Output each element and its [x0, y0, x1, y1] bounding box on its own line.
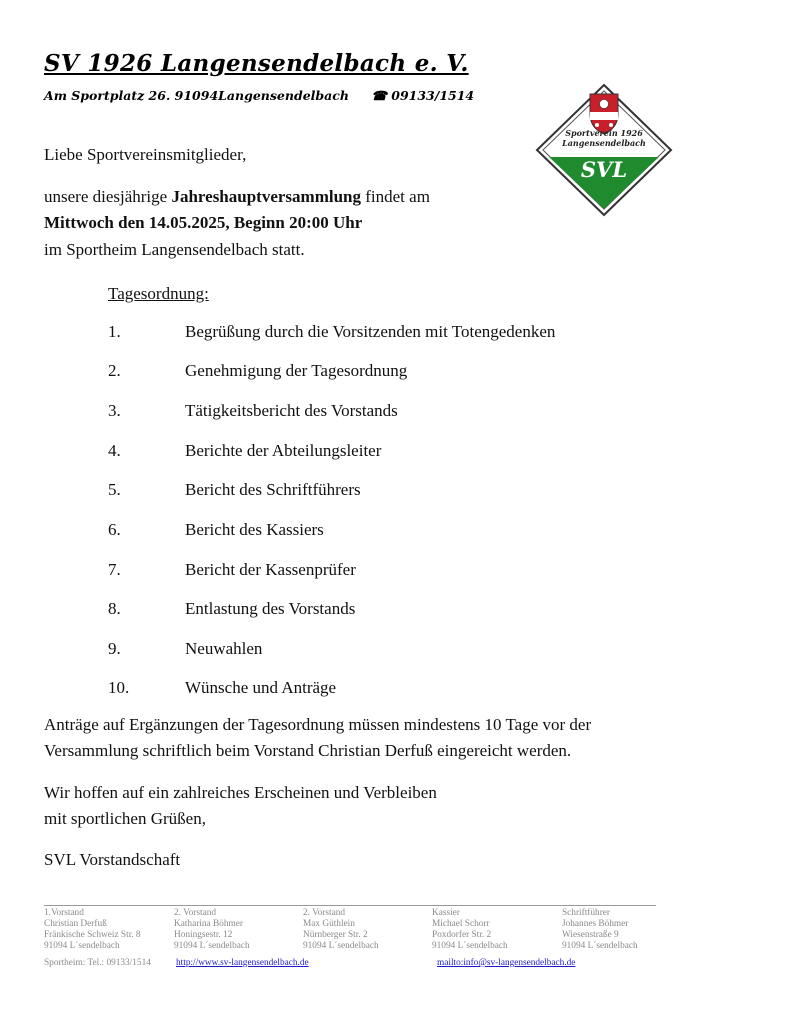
agenda-text: Entlastung des Vorstands — [185, 599, 356, 618]
footer-column-vorstand-2b — [303, 908, 379, 952]
footer-city: 91094 L´sendelbach — [432, 941, 508, 951]
footer-name: Michael Schorr — [432, 919, 490, 929]
footer-column-schriftfuehrer — [562, 908, 638, 952]
footer-street: Wiesenstraße 9 — [562, 930, 619, 940]
signature: SVL Vorstandschaft — [44, 850, 181, 869]
footer-column-kassier — [432, 908, 508, 952]
agenda-text: Wünsche und Anträge — [185, 678, 337, 697]
footer-role: Kassier — [432, 908, 460, 918]
club-title: SV 1926 Langensendelbach e. V. — [44, 50, 469, 77]
agenda-number: 3. — [108, 401, 121, 420]
agenda-number: 7. — [108, 560, 121, 579]
website-link[interactable]: http://www.sv-langensendelbach.de — [176, 958, 309, 968]
club-logo — [534, 82, 674, 218]
club-phone — [371, 88, 474, 103]
footer-city: 91094 L´sendelbach — [44, 941, 120, 951]
meeting-place: im Sportheim Langensendelbach statt. — [44, 240, 305, 259]
closing-line-1: Wir hoffen auf ein zahlreiches Erscheinen und Verbleiben — [44, 783, 437, 802]
meeting-date: Mittwoch den 14.05.2025, Beginn 20:00 Uhr — [44, 213, 363, 232]
agenda-number: 5. — [108, 480, 121, 499]
agenda-text: Bericht des Schriftführers — [185, 480, 361, 499]
meeting-name: Jahreshauptversammlung — [171, 187, 361, 206]
club-address: Am Sportplatz 26. 91094Langensendelbach — [44, 88, 349, 103]
logo-top-line: Sportverein 1926 — [565, 128, 643, 138]
footer-street: Honingsestr. 12 — [174, 930, 233, 940]
footer-role: 2. Vorstand — [303, 908, 346, 918]
footer-column-vorstand-2a — [174, 908, 250, 952]
footer-city: 91094 L´sendelbach — [174, 941, 250, 951]
intro-pre: unsere diesjährige — [44, 187, 172, 206]
footer-name: Katharina Böhmer — [174, 919, 243, 929]
footer-street: Nürnberger Str. 2 — [303, 930, 368, 940]
logo-initials: SVL — [580, 157, 628, 182]
agenda-text: Neuwahlen — [185, 639, 263, 658]
club-address-line — [44, 88, 474, 103]
agenda-text: Bericht der Kassenprüfer — [185, 560, 356, 579]
footer-column-vorstand-1 — [44, 908, 141, 952]
agenda-number: 10. — [108, 678, 130, 697]
footer-street: Fränkische Schweiz Str. 8 — [44, 930, 141, 940]
footer-city: 91094 L´sendelbach — [562, 941, 638, 951]
intro-post: findet am — [361, 187, 430, 206]
footer-role: Schriftführer — [562, 908, 611, 918]
note-line-1: Anträge auf Ergänzungen der Tagesordnung müssen mindestens 10 Tage vor der — [44, 715, 592, 734]
agenda-number: 6. — [108, 520, 121, 539]
agenda-text: Bericht des Kassiers — [185, 520, 324, 539]
club-phone-number: 09133/1514 — [391, 88, 475, 103]
agenda-number: 9. — [108, 639, 121, 658]
footer-name: Max Güthlein — [303, 919, 355, 929]
closing-line-2: mit sportlichen Grüßen, — [44, 809, 206, 828]
agenda-number: 2. — [108, 361, 121, 380]
agenda-number: 1. — [108, 322, 121, 341]
agenda-text: Begrüßung durch die Vorsitzenden mit Totengedenken — [185, 322, 556, 341]
intro-line — [44, 186, 430, 208]
logo-bottom-line: Langensendelbach — [562, 138, 646, 148]
footer-role: 1.Vorstand — [44, 908, 84, 918]
footer-street: Poxdorfer Str. 2 — [432, 930, 492, 940]
footer-sportheim-phone: Sportheim: Tel.: 09133/1514 — [44, 958, 151, 968]
agenda-text: Tätigkeitsbericht des Vorstands — [185, 401, 398, 420]
agenda-text: Berichte der Abteilungsleiter — [185, 441, 382, 460]
footer-name: Christian Derfuß — [44, 919, 107, 929]
phone-icon: ☎ — [371, 88, 387, 103]
note-line-2: Versammlung schriftlich beim Vorstand Christian Derfuß eingereicht werden. — [44, 741, 572, 760]
footer-city: 91094 L´sendelbach — [303, 941, 379, 951]
agenda-number: 8. — [108, 599, 121, 618]
email-link[interactable]: mailto:info@sv-langensendelbach.de — [437, 958, 576, 968]
footer-name: Johannes Böhmer — [562, 919, 629, 929]
agenda-title: Tagesordnung: — [108, 284, 209, 303]
footer-divider — [44, 905, 656, 906]
greeting: Liebe Sportvereinsmitglieder, — [44, 145, 247, 164]
footer-role: 2. Vorstand — [174, 908, 217, 918]
agenda-number: 4. — [108, 441, 121, 460]
agenda-text: Genehmigung der Tagesordnung — [185, 361, 408, 380]
